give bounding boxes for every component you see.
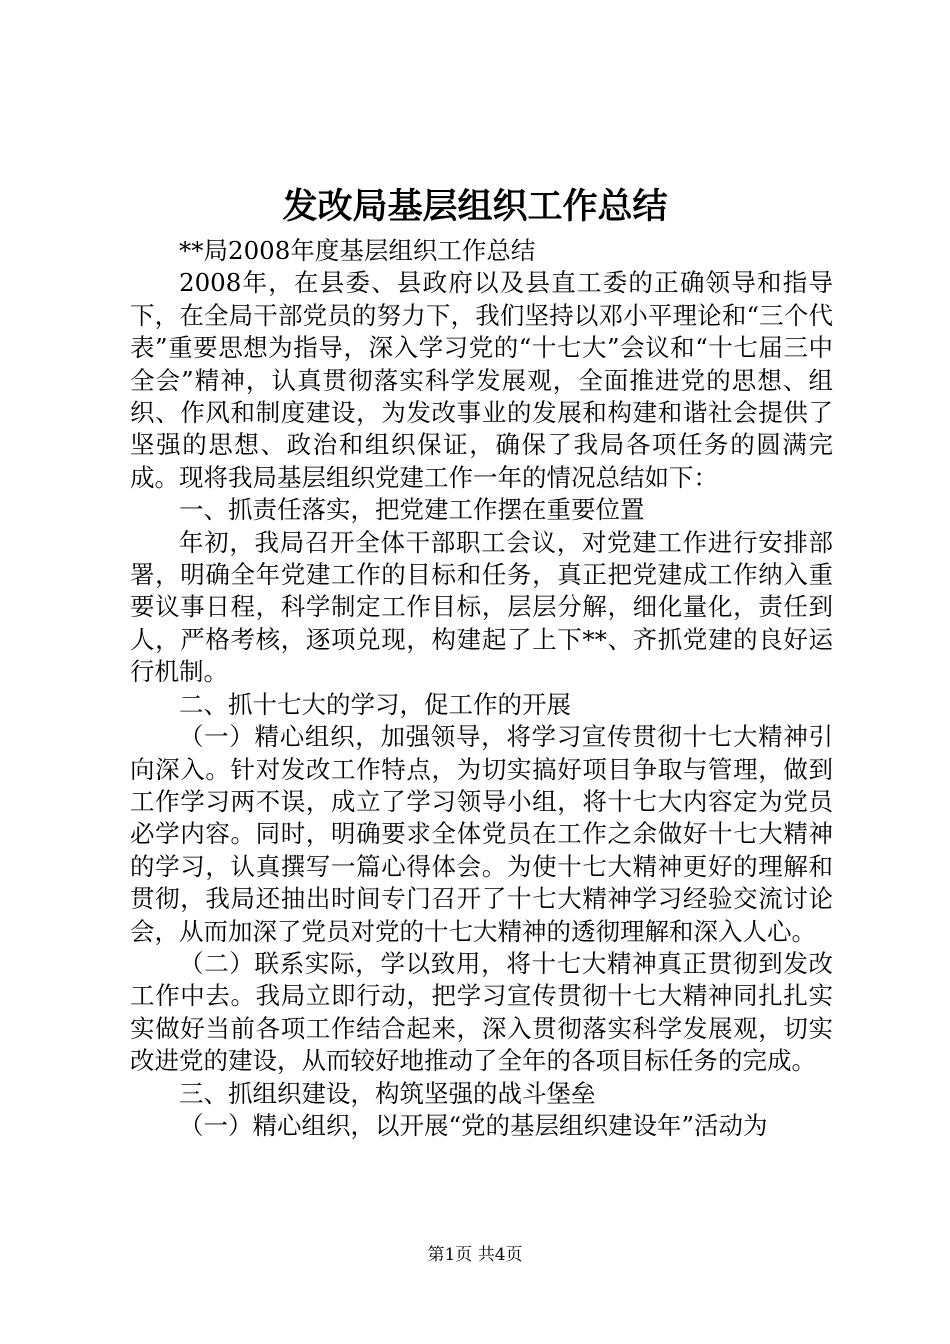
intro-paragraph: 2008年，在县委、县政府以及县直工委的正确领导和指导下，在全局干部党员的努力下，我们坚持以邓小平理论和“三个代表”重要思想为指导，深入学习党的“十七大”会议和“十七届三中全会”精神，认真贯彻落实科学发展观，全面推进党的思想、组织、作风和制度建设，为发改事业的发展和构建和谐社会提供了坚强的思想、政治和组织保证，确保了我局各项任务的圆满完成。现将我局基层组织党建工作一年的情况总结如下： [130, 268, 833, 492]
section-1-paragraph: 年初，我局召开全体干部职工会议，对党建工作进行安排部署，明确全年党建工作的目标和任务，真正把党建成工作纳入重要议事日程，科学制定工作目标，层层分解，细化量化，责任到人，严格考核，逐项兑现，构建起了上下**、齐抓党建的良好运行机制。 [130, 527, 833, 687]
subtitle-paragraph: **局2008年度基层组织工作总结 [179, 236, 536, 265]
section-3-paragraph-1: （一）精心组织，以开展“党的基层组织建设年”活动为 [179, 1110, 768, 1140]
section-heading-1: 一、抓责任落实，把党建工作摆在重要位置 [179, 495, 645, 525]
page-footer: 第1页 共4页 [427, 1245, 523, 1265]
document-title: 发改局基层组织工作总结 [282, 186, 668, 227]
document-body [130, 235, 833, 1142]
section-heading-2: 二、抓十七大的学习，促工作的开展 [179, 689, 571, 719]
section-2-paragraph-1: （一）精心组织，加强领导，将学习宣传贯彻十七大精神引向深入。针对发改工作特点，为切实搞好项目争取与管理，做到工作学习两不误，成立了学习领导小组，将十七大内容定为党员必学内容。同时，明确要求全体党员在工作之余做好十七大精神的学习，认真撰写一篇心得体会。为使十七大精神更好的理解和贯彻，我局还抽出时间专门召开了十七大精神学习经验交流讨论会，从而加深了党员对党的十七大精神的透彻理解和深入人心。 [130, 722, 833, 946]
section-2-paragraph-2: （二）联系实际，学以致用，将十七大精神真正贯彻到发改工作中去。我局立即行动，把学习宣传贯彻十七大精神同扎扎实实做好当前各项工作结合起来，深入贯彻落实科学发展观，切实改进党的建设，从而较好地推动了全年的各项目标任务的完成。 [130, 948, 833, 1076]
section-heading-3: 三、抓组织建设，构筑坚强的战斗堡垒 [179, 1078, 596, 1108]
